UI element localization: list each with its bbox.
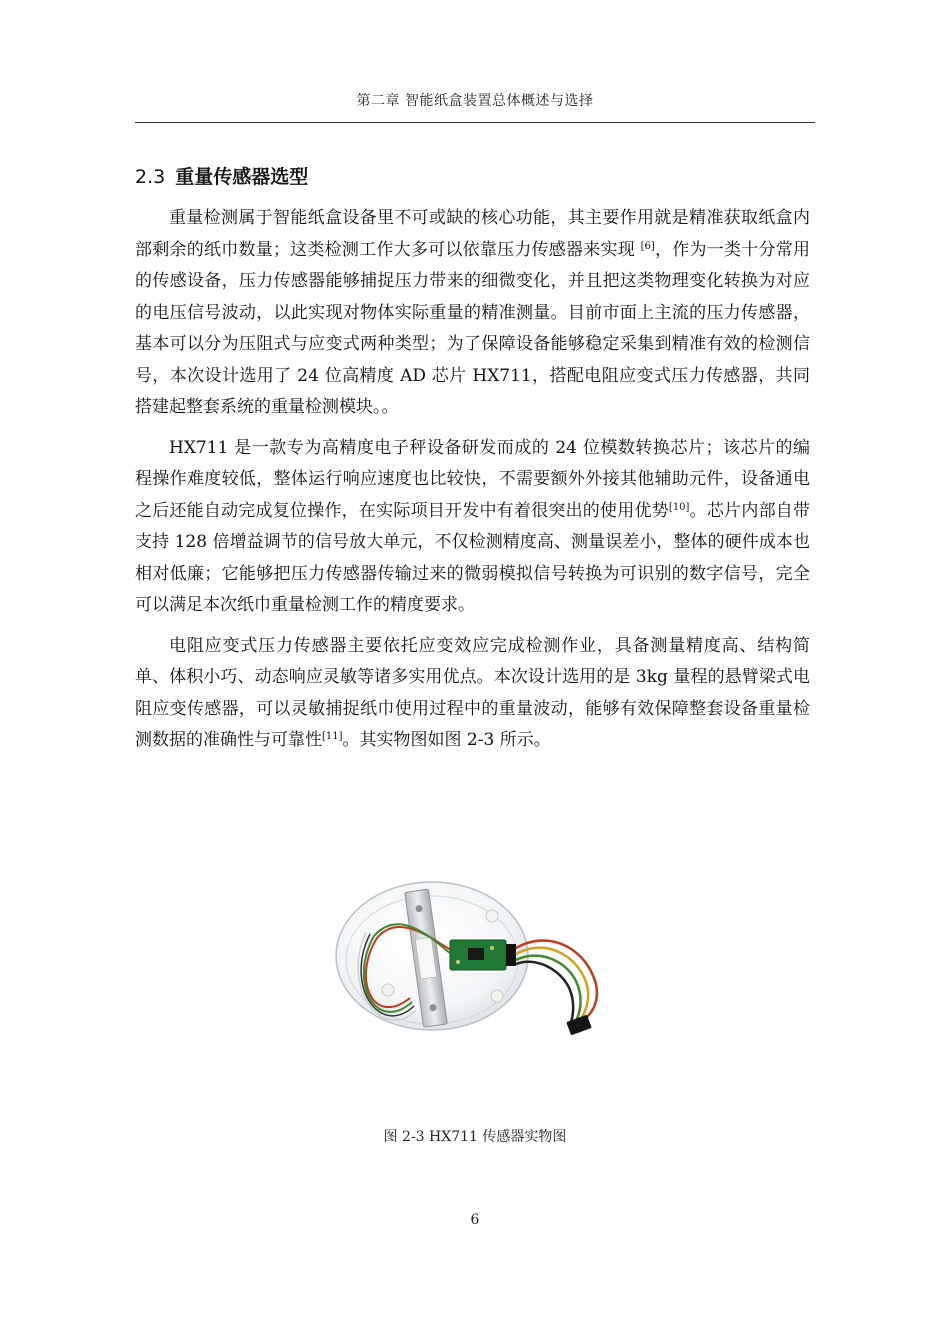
standoff	[491, 990, 503, 1002]
text-run: ，作为一类十分常用的传感设备，压力传感器能够捕捉压力带来的细微变化，并且把这类物理变化转换为对应的电压信号波动，以此实现对物体实际重量的精准测量。目前市面上主流的压力传感器，基本可以分为压阻式与应变式两种类型；为了保障设备能够稳定采集到精准有效的检测信号，本次设计选用了 24 位高精度 AD 芯片 HX711，搭配电阻应变式压力传感器，共同搭建起整套系统的重量检测模块。。	[135, 239, 811, 417]
dupont-connector	[566, 1015, 591, 1036]
text-run: 。芯片内部自带支持 128 倍增益调节的信号放大单元，不仅检测精度高、测量误差小，整体的硬件成本也相对低廉；它能够把压力传感器传输过来的微弱模拟信号转换为可识别的数字信号，完全可以满足本次纸巾重量检测工作的精度要求。	[135, 500, 811, 615]
board-component	[490, 946, 494, 950]
text-run: HX711 是一款专为高精度电子秤设备研发而成的 24 位模数转换芯片；该芯片的编程操作难度较低，整体运行响应速度也比较快，不需要额外外接其他辅助元件，设备通电之后还能自动完成复位操作，在实际项目开发中有着很突出的使用优势	[135, 437, 810, 521]
paragraph-2	[135, 433, 810, 622]
text-run: 。其实物图如图 2-3 所示。	[342, 730, 551, 750]
header-pins	[506, 944, 516, 966]
hx711-chip	[468, 948, 484, 960]
sensor-photo	[332, 878, 622, 1058]
citation: [6]	[640, 240, 655, 252]
text-run: 电阻应变式压力传感器主要依托应变效应完成检测作业，具备测量精度高、结构简单、体积小巧、动态响应灵敏等诸多实用优点。本次设计选用的是 3kg 量程的悬臂梁式电阻应变传感器，可以灵敏捕捉纸巾使用过程中的重量波动，能够有效保障整套设备重量检测数据的准确性与可靠性	[135, 635, 810, 750]
standoff	[382, 984, 394, 996]
paragraph-1	[135, 203, 810, 424]
board-component	[456, 960, 460, 964]
page-number: 6	[470, 1212, 480, 1228]
header-rule	[135, 122, 815, 123]
citation: [10]	[668, 501, 690, 513]
body-text	[135, 203, 810, 766]
standoff	[486, 910, 498, 922]
section-number: 2.3	[135, 166, 166, 188]
paragraph-3	[135, 631, 810, 757]
running-header: 第二章 智能纸盒装置总体概述与选择	[356, 93, 594, 109]
figure-caption: 图 2-3 HX711 传感器实物图	[383, 1129, 567, 1145]
citation: [11]	[322, 731, 343, 742]
section-title-text: 重量传感器选型	[175, 166, 309, 188]
section-heading	[135, 162, 308, 189]
text-run: 重量检测属于智能纸盒设备里不可或缺的核心功能，其主要作用就是精准获取纸盒内部剩余的纸巾数量；这类检测工作大多可以依靠压力传感器来实现	[135, 208, 810, 260]
load-cell-illustration	[332, 878, 622, 1058]
